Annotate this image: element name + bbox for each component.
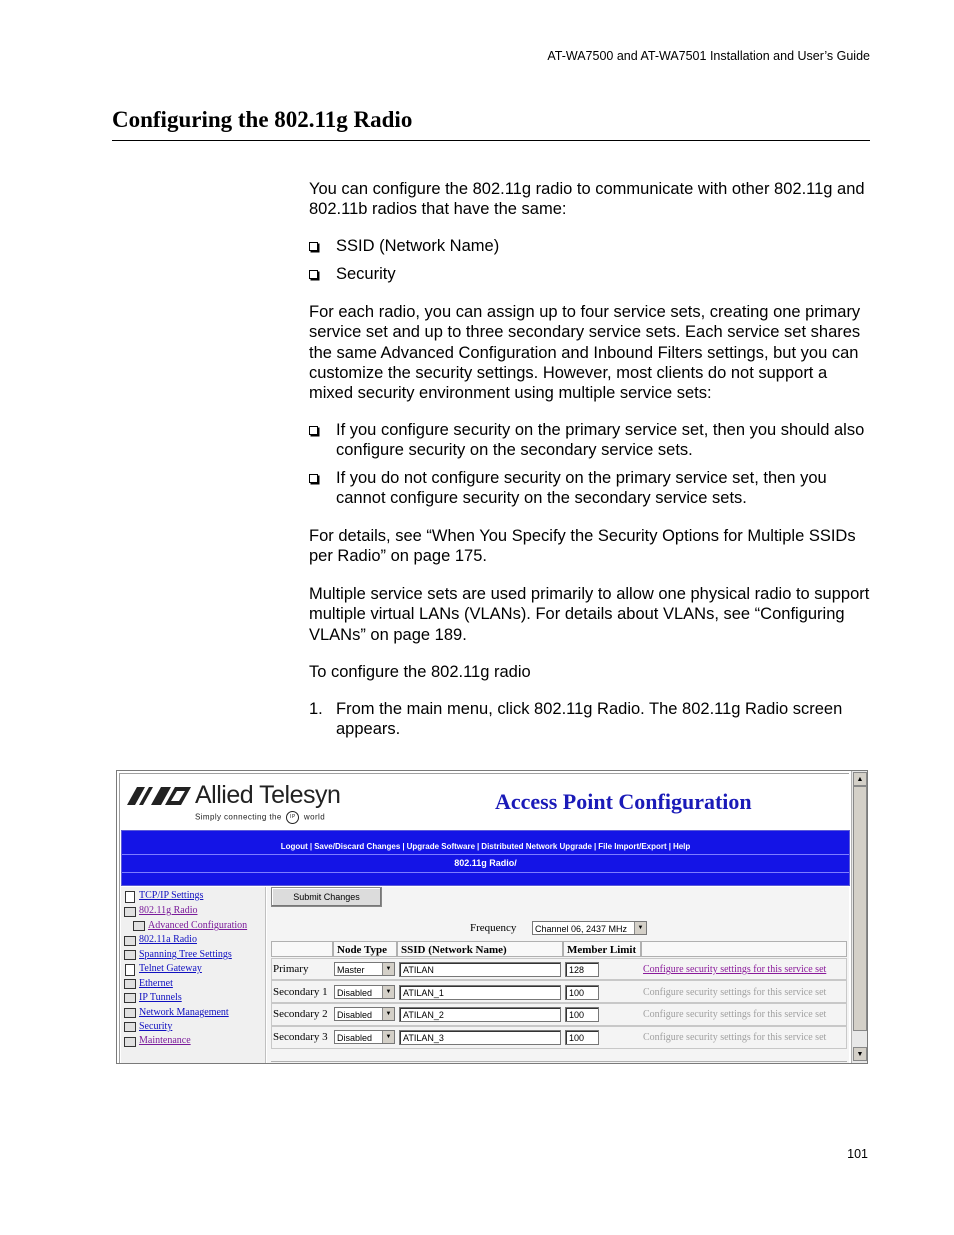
nav-separator: | — [477, 842, 480, 851]
bullet-text: SSID (Network Name) — [336, 237, 500, 255]
ip-badge-icon: IP — [286, 811, 299, 824]
procedure-intro-text: To configure the 802.11g radio — [309, 663, 531, 681]
section-title: Configuring the 802.11g Radio — [112, 107, 413, 132]
bullet-text: If you configure security on the primary service set, then you should also configure security on the secondary service sets. — [336, 421, 865, 460]
content-panel — [267, 887, 849, 1063]
step-item — [309, 699, 871, 740]
security-settings-link: Configure security settings for this service set — [643, 987, 827, 998]
nav-link-save-discard[interactable]: Save/Discard Changes — [314, 842, 401, 851]
intro-text: You can configure the 802.11g radio to communicate with other 802.11g and 802.11b radios that have the same: — [309, 180, 865, 219]
ssid-input[interactable]: ATILAN — [399, 962, 561, 977]
nav-link-file-import-export[interactable]: File Import/Export — [598, 842, 667, 851]
node-type-select[interactable] — [334, 1007, 395, 1021]
node-type-select[interactable] — [334, 962, 395, 976]
frequency-label: Frequency — [470, 922, 517, 934]
sidebar-item-network-mgmt[interactable]: Network Management — [139, 1007, 229, 1018]
nav-link-help[interactable]: Help — [672, 842, 691, 851]
member-limit-input[interactable]: 100 — [565, 1030, 599, 1045]
scroll-up-icon[interactable]: ▲ — [853, 772, 867, 786]
bullet-text: Security — [336, 265, 396, 283]
sidebar-item-80211a[interactable]: 802.11a Radio — [139, 934, 197, 945]
table-header-ssid: SSID (Network Name) — [397, 941, 563, 957]
bar-divider — [122, 872, 849, 873]
table-header-node-type: Node Type — [333, 941, 397, 957]
sidebar-item-advanced-config[interactable]: Advanced Configuration — [148, 920, 248, 931]
node-type-select[interactable] — [334, 985, 395, 999]
bullet-item — [309, 468, 871, 509]
folder-icon — [124, 1008, 136, 1018]
nav-separator: | — [402, 842, 405, 851]
logo-text: Allied Telesyn — [195, 781, 341, 809]
intro-paragraph — [309, 179, 871, 220]
nav-separator: | — [593, 842, 597, 851]
open-folder-icon — [124, 907, 136, 917]
chevron-down-icon: ▼ — [382, 963, 394, 975]
folder-icon — [124, 979, 136, 989]
sidebar-tree — [121, 887, 266, 1063]
table-header-member-limit: Member Limit — [563, 941, 641, 957]
sidebar-item-telnet[interactable]: Telnet Gateway — [139, 963, 202, 974]
table-header-empty — [271, 941, 333, 957]
row-label: Secondary 1 — [273, 986, 328, 998]
details-text: For details, see “When You Specify the Security Options for Multiple SSIDs per Radio” on page 175. — [309, 527, 856, 566]
nav-link-distributed-upgrade[interactable]: Distributed Network Upgrade — [481, 842, 592, 851]
sidebar-item-80211g[interactable]: 802.11g Radio — [139, 905, 198, 916]
page-number: 101 — [847, 1147, 868, 1161]
document-icon — [125, 891, 135, 903]
step-number: 1. — [309, 700, 323, 718]
frequency-value: Channel 06, 2437 MHz — [535, 924, 628, 934]
vlans-text: Multiple service sets are used primarily to allow one physical radio to support multiple virtual LANs (VLANs). For details about VLANs, see “Configuring VLANs” on page 189. — [309, 585, 870, 644]
security-settings-link[interactable]: Configure security settings for this service set — [643, 964, 827, 975]
sidebar-item-ethernet[interactable]: Ethernet — [139, 978, 173, 989]
submit-changes-button[interactable]: Submit Changes — [271, 887, 382, 907]
chevron-down-icon: ▼ — [382, 1031, 394, 1043]
content-bottom-line — [271, 1061, 847, 1062]
details-paragraph — [309, 526, 871, 567]
bullet-box-icon — [309, 474, 318, 483]
bullet-item — [309, 264, 871, 284]
node-type-value: Master — [337, 965, 365, 975]
ui-screenshot — [116, 770, 868, 1064]
scroll-down-icon[interactable]: ▼ — [853, 1047, 867, 1061]
chevron-down-icon: ▼ — [634, 922, 646, 934]
row-label: Secondary 2 — [273, 1008, 328, 1020]
title-rule — [112, 140, 870, 141]
service-sets-paragraph — [309, 302, 871, 403]
folder-icon — [124, 1037, 136, 1047]
folder-icon — [124, 950, 136, 960]
security-settings-link: Configure security settings for this service set — [643, 1032, 827, 1043]
sidebar-item-security[interactable]: Security — [139, 1021, 173, 1032]
logo-mark-icon — [127, 785, 191, 807]
vlans-paragraph — [309, 584, 871, 645]
bullet-box-icon — [309, 242, 318, 251]
table-header-security — [641, 941, 847, 957]
nav-separator: | — [309, 842, 313, 851]
folder-icon — [124, 993, 136, 1003]
member-limit-input[interactable]: 100 — [565, 1007, 599, 1022]
row-label: Secondary 3 — [273, 1031, 328, 1043]
service-sets-text: For each radio, you can assign up to four service sets, creating one primary service set and up to three secondary service sets. Each service set shares the same Advanced Configuration and Inbound Filters settings, but you can customize the security settings. However, most clients do not support a mixed security environment using multiple service sets: — [309, 303, 861, 403]
sidebar-item-maintenance[interactable]: Maintenance — [139, 1035, 191, 1046]
frequency-select[interactable] — [532, 921, 647, 935]
procedure-intro — [309, 662, 871, 682]
member-limit-input[interactable]: 100 — [565, 985, 599, 1000]
app-title: Access Point Configuration — [495, 789, 752, 814]
row-label: Primary — [273, 963, 309, 975]
nav-link-upgrade-software[interactable]: Upgrade Software — [406, 842, 476, 851]
ssid-input[interactable]: ATILAN_3 — [399, 1030, 561, 1045]
breadcrumb: 802.11g Radio/ — [454, 858, 517, 868]
step-text: From the main menu, click 802.11g Radio. The 802.11g Radio screen appears. — [336, 700, 843, 739]
node-type-value: Disabled — [337, 1033, 373, 1043]
document-icon — [125, 964, 135, 976]
nav-link-logout[interactable]: Logout — [280, 842, 308, 851]
folder-icon — [133, 921, 145, 931]
node-type-value: Disabled — [337, 988, 373, 998]
scrollbar-thumb[interactable] — [853, 786, 867, 1031]
member-limit-input[interactable]: 128 — [565, 962, 599, 977]
sidebar-item-ip-tunnels[interactable]: IP Tunnels — [139, 992, 182, 1003]
chevron-down-icon: ▼ — [382, 986, 394, 998]
node-type-select[interactable] — [334, 1030, 395, 1044]
ssid-input[interactable]: ATILAN_2 — [399, 1007, 561, 1022]
bullet-item — [309, 420, 871, 461]
bar-divider — [122, 854, 849, 855]
node-type-value: Disabled — [337, 1010, 373, 1020]
tagline-post: world — [303, 812, 326, 822]
bullet-box-icon — [309, 426, 318, 435]
navigation-bar — [121, 830, 850, 886]
tagline-pre: Simply connecting the — [195, 812, 282, 822]
running-header: AT-WA7500 and AT-WA7501 Installation and User’s Guide — [547, 49, 870, 63]
chevron-down-icon: ▼ — [382, 1008, 394, 1020]
nav-separator: | — [668, 842, 671, 851]
logo-tagline — [195, 811, 325, 824]
top-nav-links — [122, 842, 849, 851]
folder-icon — [124, 1022, 136, 1032]
vertical-scrollbar[interactable] — [851, 771, 867, 1063]
sidebar-item-tcpip[interactable]: TCP/IP Settings — [139, 890, 204, 901]
sidebar-item-spanning-tree[interactable]: Spanning Tree Settings — [139, 949, 232, 960]
folder-icon — [124, 936, 136, 946]
bullet-item — [309, 236, 871, 256]
bullet-box-icon — [309, 270, 318, 279]
ssid-input[interactable]: ATILAN_1 — [399, 985, 561, 1000]
security-settings-link: Configure security settings for this service set — [643, 1009, 827, 1020]
bullet-text: If you do not configure security on the primary service set, then you cannot configure security on the secondary service sets. — [336, 469, 827, 508]
